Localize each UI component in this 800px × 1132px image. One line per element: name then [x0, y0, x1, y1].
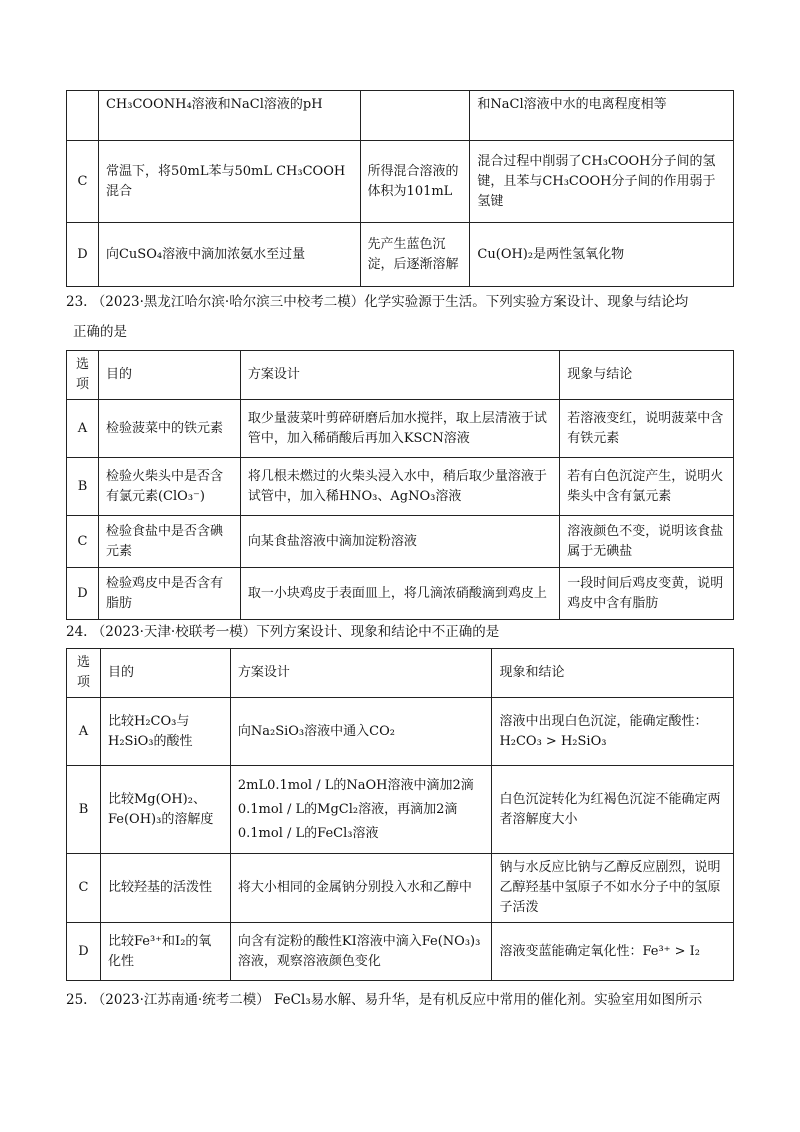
- operation-cell: CH₃COONH₄溶液和NaCl溶液的pH: [98, 91, 360, 141]
- purpose-cell: 比较羟基的活泼性: [100, 854, 230, 923]
- design-cell: 取少量菠菜叶剪碎研磨后加水搅拌，取上层清液于试管中，加入稀硝酸后再加入KSCN溶液: [240, 400, 559, 458]
- purpose-cell: 检验食盐中是否含碘元素: [98, 516, 240, 568]
- conclusion-cell: Cu(OH)₂是两性氢氧化物: [470, 223, 734, 287]
- question-25-stem: 25. （2023·江苏南通·统考二模） FeCl₃易水解、易升华，是有机反应中常用的催化剂。实验室用如图所示: [66, 992, 703, 1008]
- header-design: 方案设计: [230, 649, 492, 698]
- table-row: [67, 923, 734, 981]
- header-result: 现象和结论: [492, 649, 734, 698]
- result-cell: 一段时间后鸡皮变黄，说明鸡皮中含有脂肪: [560, 568, 734, 620]
- design-cell: 将几根未燃过的火柴头浸入水中，稍后取少量溶液于试管中，加入稀HNO₃、AgNO₃溶液: [240, 458, 559, 516]
- result-cell: 溶液中出现白色沉淀，能确定酸性：H₂CO₃ > H₂SiO₃: [492, 698, 734, 766]
- result-cell: 若溶液变红，说明菠菜中含有铁元素: [560, 400, 734, 458]
- option-cell: C: [67, 854, 101, 923]
- table-q24: [66, 648, 734, 981]
- purpose-cell: 比较Mg(OH)₂、Fe(OH)₃的溶解度: [100, 766, 230, 854]
- design-cell: 2mL0.1mol / L的NaOH溶液中滴加2滴0.1mol / L的MgCl₂溶液，再滴加2滴0.1mol / L的FeCl₃溶液: [230, 766, 492, 854]
- operation-cell: 向CuSO₄溶液中滴加浓氨水至过量: [98, 223, 360, 287]
- table-row: [67, 400, 734, 458]
- table-row: [67, 141, 734, 223]
- table-header-row: [67, 351, 734, 400]
- option-cell: B: [67, 458, 99, 516]
- purpose-cell: 检验火柴头中是否含有氯元素(ClO₃⁻): [98, 458, 240, 516]
- question-24-stem: 24. （2023·天津·校联考一模）下列方案设计、现象和结论中不正确的是: [66, 624, 500, 640]
- design-cell: 取一小块鸡皮于表面皿上，将几滴浓硝酸滴到鸡皮上: [240, 568, 559, 620]
- option-cell: A: [67, 698, 101, 766]
- table-row: [67, 568, 734, 620]
- result-cell: 白色沉淀转化为红褐色沉淀不能确定两者溶解度大小: [492, 766, 734, 854]
- option-cell: D: [67, 923, 101, 981]
- operation-cell: 常温下，将50mL苯与50mL CH₃COOH混合: [98, 141, 360, 223]
- option-cell: A: [67, 400, 99, 458]
- header-design: 方案设计: [240, 351, 559, 400]
- question-23-stem: 23. （2023·黑龙江哈尔滨·哈尔滨三中校考二模）化学实验源于生活。下列实验方案设计、现象与结论均: [66, 294, 689, 310]
- table-row: [67, 854, 734, 923]
- table-row: [67, 516, 734, 568]
- purpose-cell: 检验菠菜中的铁元素: [98, 400, 240, 458]
- design-cell: 将大小相同的金属钠分别投入水和乙醇中: [230, 854, 492, 923]
- option-cell: C: [67, 516, 99, 568]
- option-cell: D: [67, 223, 99, 287]
- table-q23: [66, 350, 734, 620]
- table-row: [67, 91, 734, 141]
- table-row: [67, 766, 734, 854]
- option-cell: [67, 91, 99, 141]
- header-purpose: 目的: [100, 649, 230, 698]
- result-cell: 溶液变蓝能确定氧化性：Fe³⁺ > I₂: [492, 923, 734, 981]
- purpose-cell: 比较H₂CO₃与H₂SiO₃的酸性: [100, 698, 230, 766]
- table-header-row: [67, 649, 734, 698]
- design-cell: 向某食盐溶液中滴加淀粉溶液: [240, 516, 559, 568]
- header-result: 现象与结论: [560, 351, 734, 400]
- table-row: [67, 698, 734, 766]
- design-cell: 向含有淀粉的酸性KI溶液中滴入Fe(NO₃)₃溶液，观察溶液颜色变化: [230, 923, 492, 981]
- purpose-cell: 检验鸡皮中是否含有脂肪: [98, 568, 240, 620]
- table-q22: [66, 90, 734, 287]
- purpose-cell: 比较Fe³⁺和I₂的氧化性: [100, 923, 230, 981]
- table-row: [67, 223, 734, 287]
- option-cell: B: [67, 766, 101, 854]
- phenomenon-cell: 先产生蓝色沉淀，后逐渐溶解: [360, 223, 470, 287]
- result-cell: 钠与水反应比钠与乙醇反应剧烈，说明乙醇羟基中氢原子不如水分子中的氢原子活泼: [492, 854, 734, 923]
- conclusion-cell: 和NaCl溶液中水的电离程度相等: [470, 91, 734, 141]
- header-option: 选项: [67, 351, 99, 400]
- table-row: [67, 458, 734, 516]
- option-cell: D: [67, 568, 99, 620]
- header-option: 选项: [67, 649, 101, 698]
- header-purpose: 目的: [98, 351, 240, 400]
- result-cell: 若有白色沉淀产生，说明火柴头中含有氯元素: [560, 458, 734, 516]
- phenomenon-cell: [360, 91, 470, 141]
- phenomenon-cell: 所得混合溶液的体积为101mL: [360, 141, 470, 223]
- conclusion-cell: 混合过程中削弱了CH₃COOH分子间的氢键，且苯与CH₃COOH分子间的作用弱于氢键: [470, 141, 734, 223]
- question-23-stem-continued: 正确的是: [73, 324, 127, 340]
- option-cell: C: [67, 141, 99, 223]
- result-cell: 溶液颜色不变，说明该食盐属于无碘盐: [560, 516, 734, 568]
- design-cell: 向Na₂SiO₃溶液中通入CO₂: [230, 698, 492, 766]
